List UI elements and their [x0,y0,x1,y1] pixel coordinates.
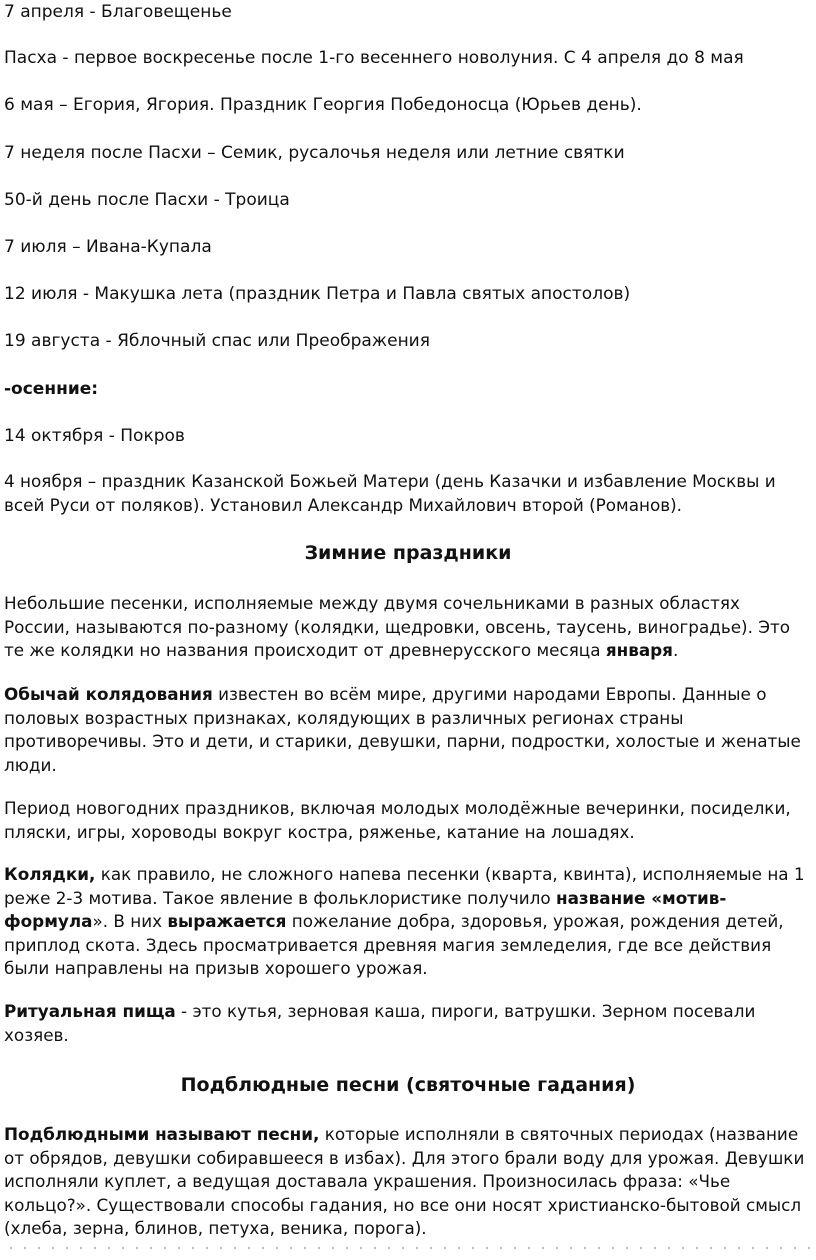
list-item: 14 октября - Покров [4,426,185,446]
paragraph-ritual-food: Ритуальная пища - это кутья, зерновая каша, пироги, ватрушки. Зерном посевали хозяев. [4,1001,756,1045]
section-heading-podblyudnye: Подблюдные песни (святочные гадания) [180,1074,636,1096]
list-item: 7 апреля - Благовещенье [4,2,232,22]
list-item: 12 июля - Макушка лета (праздник Петра и Павла святых апостолов) [4,284,631,304]
paragraph-new-year-period: Период новогодних праздников, включая молодых молодёжные вечеринки, посиделки, пляски, игры, хороводы вокруг костра, ряженье, катание на лошадях. [4,798,791,842]
section-heading-winter: Зимние праздники [304,542,512,564]
list-item: 19 августа - Яблочный спас или Преображения [4,331,430,351]
paragraph-kolyadki: Колядки, как правило, не сложного напева песенки (кварта, квинта), исполняемые на 1 реже 2-3 мотива. Такое явление в фольклористике получило название «мотив-формула». В них выражается пожелание добра, здоровья, урожая, рождения детей, приплод скота. Здесь просматривается древняя магия земледелия, где все действия были направлены на призыв хорошего урожая. [4,864,805,979]
paragraph-kolyadovanie: Обычай колядования известен во всём мире, другими народами Европы. Данные о половых возрастных признаках, колядующих в различных регионах страны противоречивы. Это и дети, и старики, девушки, парни, подростки, холостые и женатые люди. [4,684,801,775]
list-item: 6 мая – Егория, Ягория. Праздник Георгия Победоносца (Юрьев день). [4,95,642,115]
paragraph-podblyudnye: Подблюдными называют песни, которые исполняли в святочных периодах (название от обрядов, девушки собиравшееся в избах). Для этого брали воду для урожая. Девушки исполняли куплет, а ведущая доставала украшения. Произносилась фраза: «Чье кольцо?». Существовали способы гадания, но все они носят христианско-бытовой смысл (хлеба, зерна, блинов, петуха, веника, порога). [4,1124,805,1239]
list-item: 4 ноября – праздник Казанской Божьей Матери (день Казачки и избавление Москвы и всей Руси от поляков). Установил Александр Михайлович второй (Романов). [4,471,776,515]
section-label-autumn: -осенние: [4,379,99,399]
list-item: 7 июля – Ивана-Купала [4,237,212,257]
page-break-divider [4,1246,812,1250]
list-item: Пасха - первое воскресенье после 1-го весеннего новолуния. С 4 апреля до 8 мая [4,48,744,68]
list-item: 7 неделя после Пасхи – Семик, русалочья неделя или летние святки [4,143,625,163]
paragraph-kolyadki-names: Небольшие песенки, исполняемые между двумя сочельниками в разных областях России, называются по-разному (колядки, щедровки, овсень, таусень, виноградье). Это те же колядки но названия происходит от древнерусского месяца января. [4,593,791,661]
list-item: 50-й день после Пасхи - Троица [4,190,290,210]
